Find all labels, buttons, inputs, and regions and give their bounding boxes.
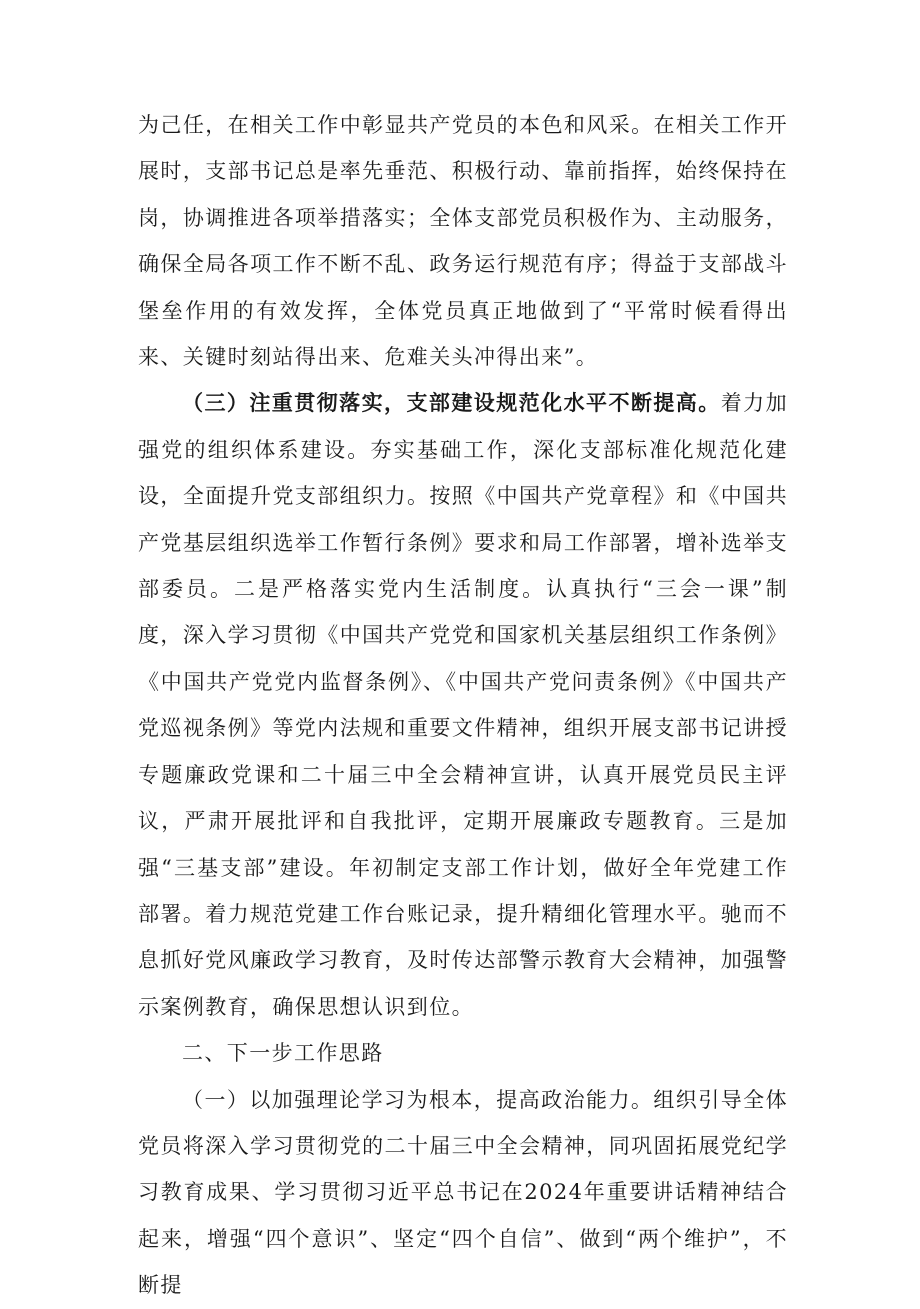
document-body <box>138 102 788 1309</box>
section-heading-next-steps: 二、下一步工作思路 <box>182 1041 384 1066</box>
paragraph-section-three <box>138 380 788 1030</box>
section-three-lead: （三）注重贯彻落实，支部建设规范化水平不断提高。 <box>182 390 721 416</box>
paragraph-continuation: 为己任，在相关工作中彰显共产党员的本色和风采。在相关工作开展时，支部书记总是率先垂范、积极行动、靠前指挥，始终保持在岗，协调推进各项举措落实；全体支部党员积极作为、主动服务，确保全局各项工作不断不乱、政务运行规范有序；得益于支部战斗堡垒作用的有效发挥，全体党员真正地做到了“平常时候看得出来、关键时刻站得出来、危难关头冲得出来”。 <box>138 113 788 370</box>
paragraph-next-steps-one: （一）以加强理论学习为根本，提高政治能力。组织引导全体党员将深入学习贯彻党的二十届三中全会精神，同巩固拓展党纪学习教育成果、学习贯彻习近平总书记在2024年重要讲话精神结合起来，增强“四个意识”、坚定“四个自信”、做到“两个维护”，不断提 <box>138 1087 788 1298</box>
section-three-body: 着力加强党的组织体系建设。夯实基础工作，深化支部标准化规范化建设，全面提升党支部组织力。按照《中国共产党章程》和《中国共产党基层组织选举工作暂行条例》要求和局工作部署，增补选举支部委员。二是严格落实党内生活制度。认真执行“三会一课”制度，深入学习贯彻《中国共产党党和国家机关基层组织工作条例》《中国共产党党内监督条例》、《中国共产党问责条例》《中国共产党巡视条例》等党内法规和重要文件精神，组织开展支部书记讲授专题廉政党课和二十届三中全会精神宣讲，认真开展党员民主评议，严肃开展批评和自我批评，定期开展廉政专题教育。三是加强“三基支部”建设。年初制定支部工作计划，做好全年党建工作部署。着力规范党建工作台账记录，提升精细化管理水平。驰而不息抓好党风廉政学习教育，及时传达部警示教育大会精神，加强警示案例教育，确保思想认识到位。 <box>138 391 788 1019</box>
